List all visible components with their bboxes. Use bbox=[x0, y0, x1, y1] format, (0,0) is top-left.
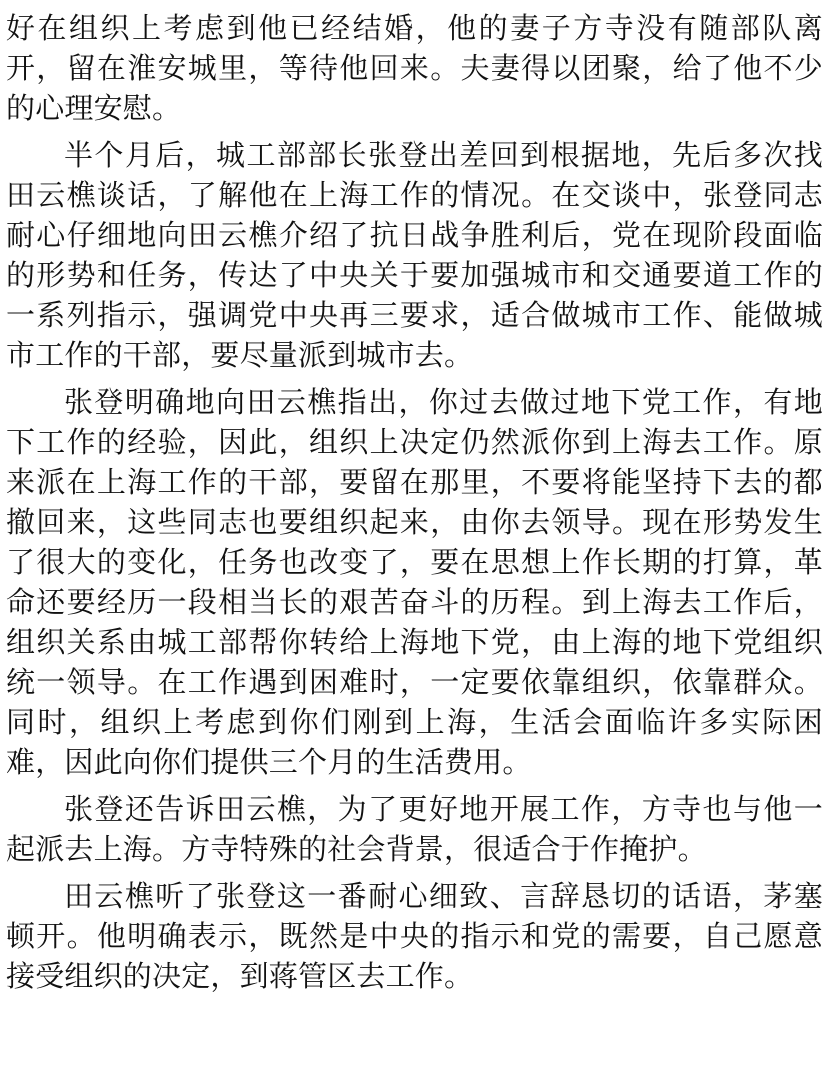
paragraph-4: 张登还告诉田云樵，为了更好地开展工作，方寺也与他一起派去上海。方寺特殊的社会背景，很适合于作掩护。 bbox=[6, 792, 823, 866]
paragraph-2: 半个月后，城工部部长张登出差回到根据地，先后多次找田云樵谈话，了解他在上海工作的情况。在交谈中，张登同志耐心仔细地向田云樵介绍了抗日战争胜利后，党在现阶段面临的形势和任务，传达了中央关于要加强城市和交通要道工作的一系列指示，强调党中央再三要求，适合做城市工作、能做城市工作的干部，要尽量派到城市去。 bbox=[6, 138, 823, 372]
paragraph-1: 好在组织上考虑到他已经结婚，他的妻子方寺没有随部队离开，留在淮安城里，等待他回来。夫妻得以团聚，给了他不少的心理安慰。 bbox=[6, 11, 823, 125]
paragraph-3: 张登明确地向田云樵指出，你过去做过地下党工作，有地下工作的经验，因此，组织上决定仍然派你到上海去工作。原来派在上海工作的干部，要留在那里，不要将能坚持下去的都撤回来，这些同志也要组织起来，由你去领导。现在形势发生了很大的变化，任务也改变了，要在思想上作长期的打算，革命还要经历一段相当长的艰苦奋斗的历程。到上海去工作后，组织关系由城工部帮你转给上海地下党，由上海的地下党组织统一领导。在工作遇到困难时，一定要依靠组织，依靠群众。同时，组织上考虑到你们刚到上海，生活会面临许多实际困难，因此向你们提供三个月的生活费用。 bbox=[6, 385, 823, 779]
paragraph-5: 田云樵听了张登这一番耐心细致、言辞恳切的话语，茅塞顿开。他明确表示，既然是中央的指示和党的需要，自己愿意接受组织的决定，到蒋管区去工作。 bbox=[6, 879, 823, 993]
